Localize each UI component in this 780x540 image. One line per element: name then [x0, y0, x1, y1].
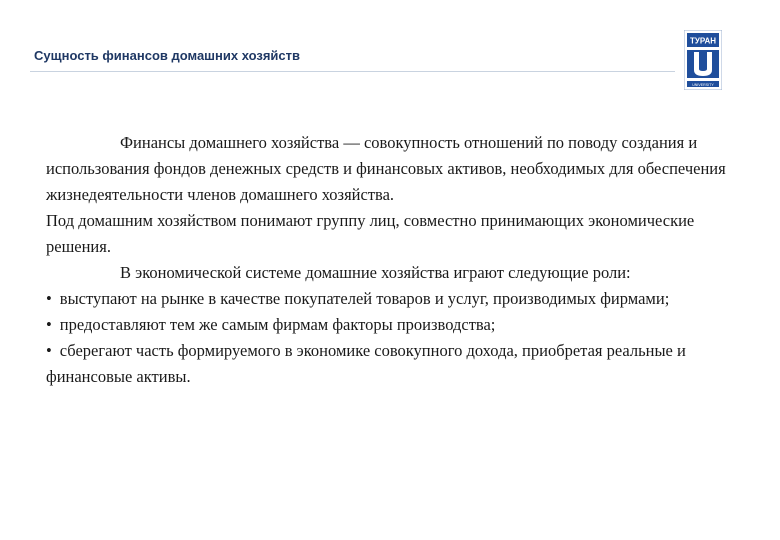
roles-intro-paragraph: В экономической системе домашние хозяйства играют следующие роли: [120, 263, 631, 282]
bullet-mark: • [46, 315, 52, 334]
bullet-mark: • [46, 289, 52, 308]
bullet-item [46, 286, 746, 312]
slide-title: Сущность финансов домашних хозяйств [34, 48, 301, 63]
bullet-text: сберегают часть формируемого в экономике совокупного дохода, приобретая реальные и финансовые активы. [46, 341, 686, 386]
logo-wordmark: ТУРАН [689, 36, 717, 46]
definition-paragraph: Финансы домашнего хозяйства — совокупность отношений по поводу создания и использования фондов денежных средств и финансовых активов, необходимых для обеспечения жизнедеятельности членов домашнего хозяйства. [46, 133, 726, 204]
bullet-item [46, 312, 746, 338]
title-divider [30, 71, 675, 72]
bullet-text: предоставляют тем же самым фирмам факторы производства; [59, 315, 496, 334]
logo-subtext: UNIVERSITY [692, 82, 714, 87]
household-definition-paragraph: Под домашним хозяйством понимают группу лиц, совместно принимающих экономические решения. [46, 211, 695, 256]
bullet-item [46, 338, 746, 390]
bullet-text: выступают на рынке в качестве покупателей товаров и услуг, производимых фирмами; [59, 289, 670, 308]
bullet-mark: • [46, 341, 52, 360]
slide-body [46, 130, 746, 390]
university-logo [684, 30, 722, 90]
